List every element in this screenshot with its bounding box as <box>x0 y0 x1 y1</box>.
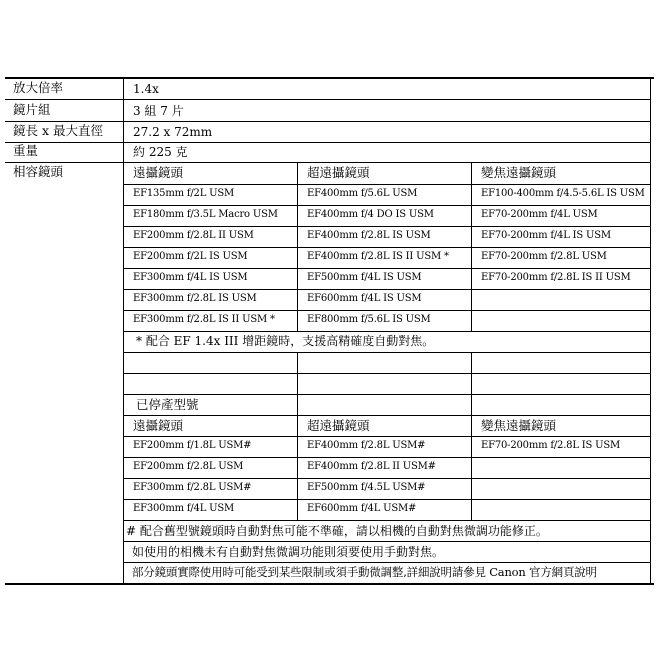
footnote: 如使用的相機未有自動對焦微調功能則須要使用手動對焦。 <box>132 545 445 559</box>
footnote: 部分鏡頭實際使用時可能受到某些限制或須手動微調整,詳細說明請參見 Canon 官方網頁說明 <box>132 565 597 579</box>
compat-label: 相容鏡頭 <box>13 164 64 179</box>
column-header: 變焦遠攝鏡頭 <box>481 418 557 433</box>
row-divider <box>5 121 650 122</box>
lens-cell: EF400mm f/2.8L USM# <box>307 440 426 451</box>
row-divider <box>123 520 650 521</box>
lens-cell: EF400mm f/2.8L II USM# <box>307 461 436 472</box>
lens-cell: EF400mm f/2.8L IS II USM * <box>307 251 449 262</box>
column-divider <box>123 79 124 583</box>
lens-cell: EF300mm f/2.8L USM# <box>133 482 252 493</box>
row-divider <box>123 562 650 563</box>
lens-cell: EF800mm f/5.6L IS USM <box>307 314 431 325</box>
row-divider <box>123 247 650 248</box>
column-header: 超遠攝鏡頭 <box>307 165 370 180</box>
lens-cell: EF400mm f/5.6L USM <box>307 188 418 199</box>
lens-cell: EF600mm f/4L IS USM <box>307 293 422 304</box>
footnote: # 配合舊型號鏡頭時自動對焦可能不準確，請以相機的自動對焦微調功能修正。 <box>126 524 548 538</box>
lens-cell: EF500mm f/4.5L USM# <box>307 482 426 493</box>
row-divider <box>123 205 650 206</box>
lens-cell: EF70-200mm f/4L IS USM <box>481 230 611 241</box>
column-divider <box>297 163 298 331</box>
lens-cell: EF400mm f/2.8L IS USM <box>307 230 431 241</box>
row-divider <box>123 478 650 479</box>
row-divider <box>123 310 650 311</box>
lens-cell: EF70-200mm f/2.8L IS USM <box>481 440 621 451</box>
row-divider <box>123 352 650 353</box>
spec-value: 3 組 7 片 <box>133 104 184 118</box>
row-divider <box>5 162 650 163</box>
discontinued-title: 已停產型號 <box>136 397 199 412</box>
spec-label: 放大倍率 <box>13 80 64 95</box>
star-note: * 配合 EF 1.4x III 增距鏡時，支援高精確度自動對焦。 <box>136 334 435 348</box>
lens-cell: EF200mm f/1.8L USM# <box>133 440 252 451</box>
spec-table <box>5 77 654 585</box>
spec-value: 27.2 x 72mm <box>133 125 213 139</box>
row-divider <box>123 415 650 416</box>
spec-label: 鏡片組 <box>13 102 51 117</box>
row-divider <box>123 394 650 395</box>
row-divider <box>123 331 650 332</box>
lens-cell: EF180mm f/3.5L Macro USM <box>133 209 278 220</box>
lens-cell: EF300mm f/4L USM <box>133 503 235 514</box>
row-divider <box>123 226 650 227</box>
spec-value: 1.4x <box>133 82 159 96</box>
row-divider <box>123 373 650 374</box>
lens-cell: EF70-200mm f/4L USM <box>481 209 598 220</box>
column-header: 變焦遠攝鏡頭 <box>481 165 557 180</box>
lens-cell: EF300mm f/2.8L IS USM <box>133 293 257 304</box>
lens-cell: EF500mm f/4L IS USM <box>307 272 422 283</box>
column-divider <box>650 79 651 583</box>
row-divider <box>123 457 650 458</box>
lens-cell: EF200mm f/2.8L USM <box>133 461 244 472</box>
lens-cell: EF400mm f/4 DO IS USM <box>307 209 434 220</box>
column-header: 遠攝鏡頭 <box>133 165 184 180</box>
lens-cell: EF70-200mm f/2.8L IS II USM <box>481 272 631 283</box>
column-divider <box>471 163 472 331</box>
spec-value: 約 225 克 <box>133 145 188 159</box>
row-divider <box>123 268 650 269</box>
lens-cell: EF70-200mm f/2.8L USM <box>481 251 607 262</box>
row-divider <box>123 289 650 290</box>
row-divider <box>123 184 650 185</box>
lens-cell: EF200mm f/2L IS USM <box>133 251 248 262</box>
lens-cell: EF100-400mm f/4.5-5.6L IS USM <box>481 188 645 199</box>
row-divider <box>123 541 650 542</box>
column-divider <box>471 352 472 520</box>
row-divider <box>5 142 650 143</box>
lens-cell: EF600mm f/4L USM# <box>307 503 417 514</box>
lens-cell: EF135mm f/2L USM <box>133 188 235 199</box>
column-header: 遠攝鏡頭 <box>133 418 184 433</box>
lens-cell: EF300mm f/4L IS USM <box>133 272 248 283</box>
lens-cell: EF200mm f/2.8L II USM <box>133 230 254 241</box>
lens-cell: EF300mm f/2.8L IS II USM * <box>133 314 275 325</box>
column-header: 超遠攝鏡頭 <box>307 418 370 433</box>
row-divider <box>123 499 650 500</box>
row-divider <box>5 99 650 100</box>
row-divider <box>123 436 650 437</box>
spec-label: 鏡長 x 最大直徑 <box>13 123 103 138</box>
column-divider <box>297 352 298 520</box>
spec-label: 重量 <box>13 143 39 158</box>
